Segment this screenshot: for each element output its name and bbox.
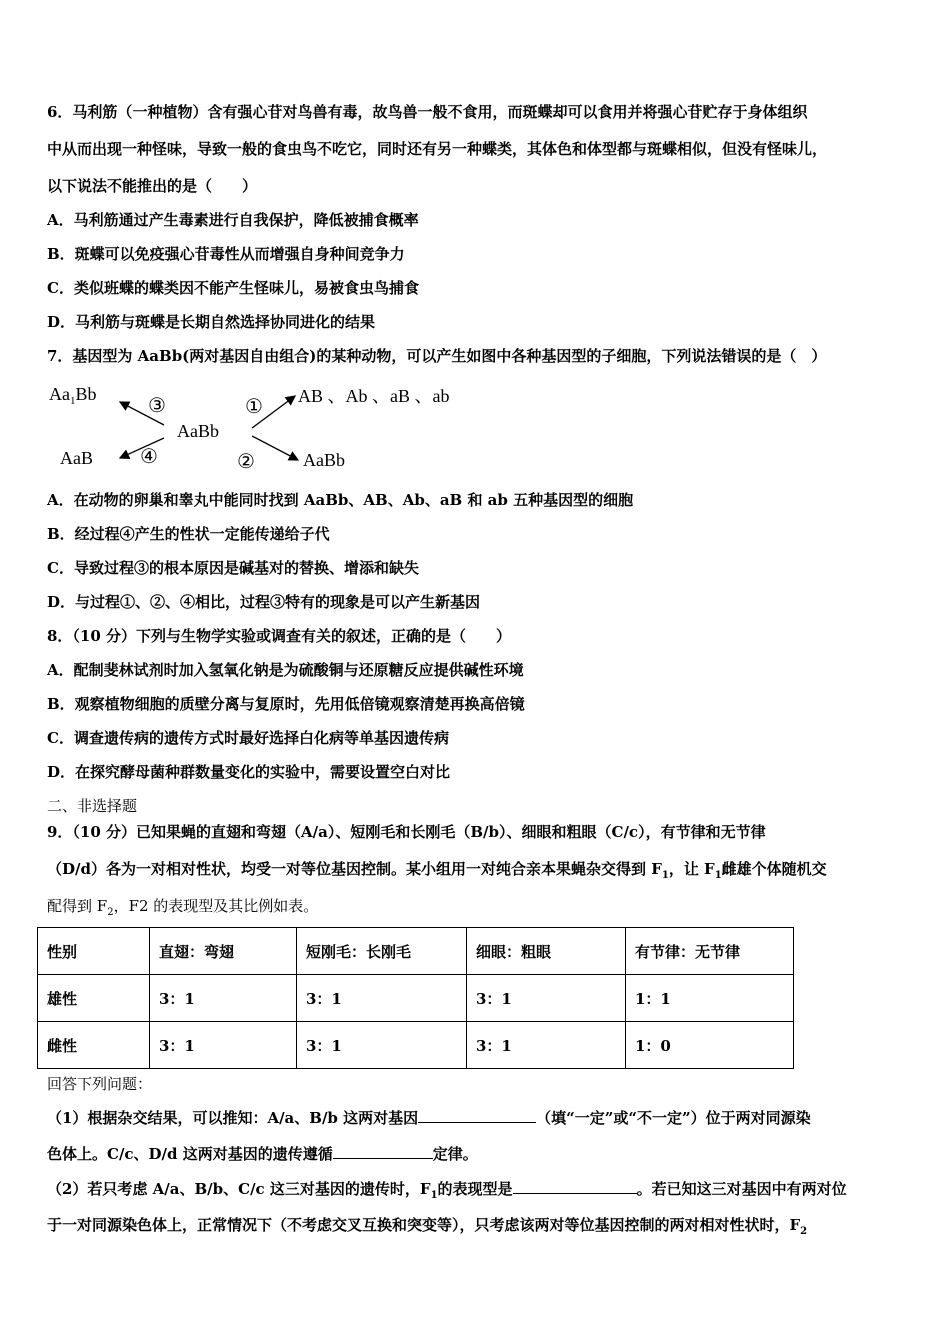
q9-part2-line2: 于一对同源染色体上，正常情况下（不考虑交叉互换和突变等），只考虑该两对等位基因控制的两对相对性状时，$F_2$ bbox=[47, 1216, 808, 1237]
q6-option-a: A．马利筋通过产生毒素进行自我保护，降低被捕食概率 bbox=[47, 211, 419, 229]
q9-part1-line2: 色体上。C/c、D/d 这两对基因的遗传遵循 定律。 bbox=[47, 1145, 478, 1163]
process-4-marker: ④ bbox=[140, 446, 158, 468]
table-cell: 3：1 bbox=[297, 975, 467, 1022]
table-header-cell: 细眼：粗眼 bbox=[467, 928, 626, 975]
section-heading: 二、非选择题 bbox=[47, 797, 138, 815]
q7-option-d: D．与过程①、②、④相比，过程③特有的现象是可以产生新基因 bbox=[47, 593, 481, 611]
table-cell: 1：0 bbox=[626, 1022, 794, 1069]
phenotype-ratio-table bbox=[37, 927, 794, 1069]
answer-blank[interactable] bbox=[513, 1179, 637, 1194]
q7-stem: 7．基因型为 AaBb(两对基因自由组合)的某种动物，可以产生如图中各种基因型的子细胞，下列说法错误的是（ ） bbox=[47, 347, 827, 365]
q6-stem-line1: 6．马利筋（一种植物）含有强心苷对鸟兽有毒，故鸟兽一般不食用，而斑蝶却可以食用并将强心苷贮存于身体组织 bbox=[47, 103, 808, 121]
answer-intro: 回答下列问题： bbox=[47, 1075, 153, 1093]
table-cell: 3：1 bbox=[150, 1022, 297, 1069]
answer-blank[interactable] bbox=[333, 1144, 433, 1159]
q8-option-d: D．在探究酵母菌种群数量变化的实验中，需要设置空白对比 bbox=[47, 763, 451, 781]
table-cell: 雄性 bbox=[38, 975, 150, 1022]
arrow-process-2 bbox=[252, 436, 298, 460]
q7-option-b: B．经过程④产生的性状一定能传递给子代 bbox=[47, 525, 330, 543]
q9-stem-line1: 9．（10 分）已知果蝇的直翅和弯翅（A/a）、短刚毛和长刚毛（B/b）、细眼和粗眼（C/c），有节律和无节律 bbox=[47, 823, 766, 841]
q9-part2-line1: （2）若只考虑 A/a、B/b、C/c 这三对基因的遗传时，$F_1$的表现型是 。若已知这三对基因中有两对位 bbox=[47, 1180, 847, 1201]
q6-option-c: C．类似班蝶的蝶类因不能产生怪味儿，易被食虫鸟捕食 bbox=[47, 279, 419, 297]
diagram-label-bottom-right: AaBb bbox=[303, 450, 345, 470]
table-cell: 3：1 bbox=[297, 1022, 467, 1069]
q6-option-b: B．斑蝶可以免疫强心苷毒性从而增强自身种间竞争力 bbox=[47, 245, 405, 263]
diagram-label-center: AaBb bbox=[177, 421, 219, 441]
table-cell: 3：1 bbox=[467, 975, 626, 1022]
q8-option-c: C．调查遗传病的遗传方式时最好选择白化病等单基因遗传病 bbox=[47, 729, 449, 747]
q9-stem-line2: （D/d）各为一对相对性状，均受一对等位基因控制。某小组用一对纯合亲本果蝇杂交得到 $F_1$，让 $F_1$雌雄个体随机交 bbox=[47, 860, 827, 881]
table-row bbox=[38, 1022, 794, 1069]
q9-stem-line3: 配得到 $F_2$，F2 的表现型及其比例如表。 bbox=[47, 897, 319, 918]
table-cell: 3：1 bbox=[150, 975, 297, 1022]
table-header-cell: 有节律：无节律 bbox=[626, 928, 794, 975]
table-header-cell: 性别 bbox=[38, 928, 150, 975]
table-cell: 雌性 bbox=[38, 1022, 150, 1069]
genotype-diagram bbox=[40, 380, 510, 480]
q8-stem: 8．（10 分）下列与生物学实验或调查有关的叙述，正确的是（ ） bbox=[47, 627, 512, 645]
diagram-label-top-left: $Aa_1Bb$ bbox=[49, 384, 97, 407]
q6-stem-line3: 以下说法不能推出的是（ ） bbox=[47, 177, 258, 195]
table-cell: 1：1 bbox=[626, 975, 794, 1022]
q7-option-c: C．导致过程③的根本原因是碱基对的替换、增添和缺失 bbox=[47, 559, 419, 577]
process-1-marker: ① bbox=[245, 396, 263, 418]
table-cell: 3：1 bbox=[467, 1022, 626, 1069]
process-3-marker: ③ bbox=[148, 395, 166, 417]
process-2-marker: ② bbox=[237, 451, 255, 473]
diagram-label-top-right: AB 、Ab 、aB 、ab bbox=[298, 386, 450, 406]
table-header-row bbox=[38, 928, 794, 975]
q6-option-d: D．马利筋与斑蝶是长期自然选择协同进化的结果 bbox=[47, 313, 376, 331]
q6-stem-line2: 中从而出现一种怪味，导致一般的食虫鸟不吃它，同时还有另一种蝶类，其体色和体型都与斑蝶相似，但没有怪味儿， bbox=[47, 140, 828, 158]
q8-option-a: A．配制斐林试剂时加入氢氧化钠是为硫酸铜与还原糖反应提供碱性环境 bbox=[47, 661, 524, 679]
table-header-cell: 短刚毛：长刚毛 bbox=[297, 928, 467, 975]
answer-blank[interactable] bbox=[418, 1108, 536, 1123]
q8-option-b: B．观察植物细胞的质壁分离与复原时，先用低倍镜观察清楚再换高倍镜 bbox=[47, 695, 525, 713]
table-header-cell: 直翅：弯翅 bbox=[150, 928, 297, 975]
table-row bbox=[38, 975, 794, 1022]
diagram-label-bottom-left: AaB bbox=[60, 448, 93, 468]
q9-part1-line1: （1）根据杂交结果，可以推知：A/a、B/b 这两对基因 （填“一定”或“不一定”）位于两对同源染 bbox=[47, 1109, 811, 1127]
q7-option-a: A．在动物的卵巢和睾丸中能同时找到 AaBb、AB、Ab、aB 和 ab 五种基因型的细胞 bbox=[47, 491, 634, 509]
